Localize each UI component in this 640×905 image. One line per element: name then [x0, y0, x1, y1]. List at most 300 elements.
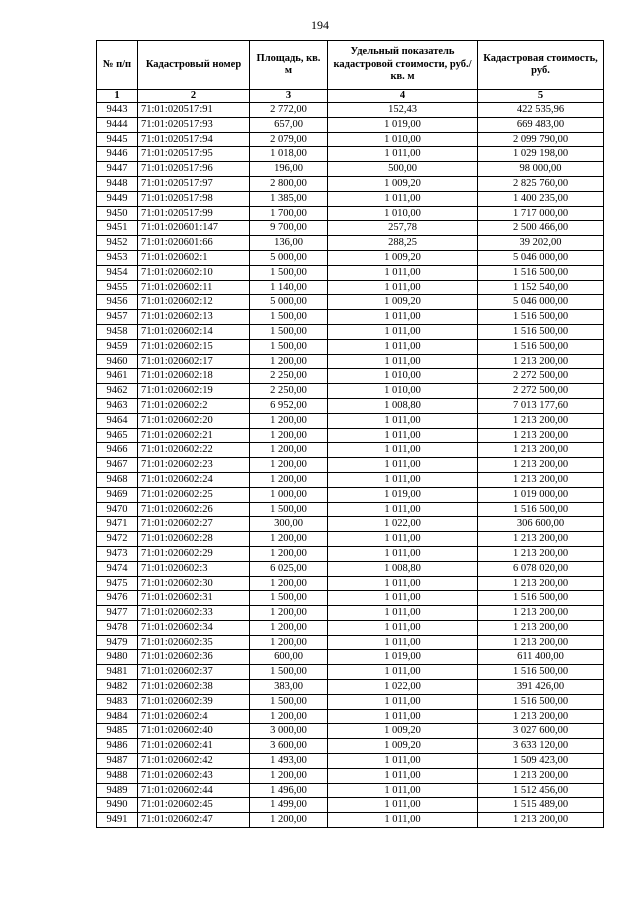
unit-value: 1 010,00 — [328, 132, 478, 147]
area: 1 500,00 — [250, 265, 328, 280]
cadastral-number: 71:01:020602:35 — [138, 635, 250, 650]
cadastral-value: 2 272 500,00 — [478, 384, 604, 399]
cadastral-value: 1 516 500,00 — [478, 310, 604, 325]
column-number: 4 — [328, 90, 478, 103]
table-header-row — [97, 41, 604, 90]
cadastral-value: 1 029 198,00 — [478, 147, 604, 162]
header-cadastral-number: Кадастровый номер — [138, 41, 250, 90]
cadastral-number: 71:01:020602:36 — [138, 650, 250, 665]
row-index: 9476 — [97, 591, 138, 606]
cadastral-value: 2 825 760,00 — [478, 176, 604, 191]
cadastral-value: 1 516 500,00 — [478, 339, 604, 354]
area: 3 600,00 — [250, 739, 328, 754]
cadastral-value: 1 213 200,00 — [478, 472, 604, 487]
cadastral-value: 1 213 200,00 — [478, 413, 604, 428]
cadastral-value: 1 516 500,00 — [478, 502, 604, 517]
row-index: 9474 — [97, 561, 138, 576]
cadastral-value: 3 027 600,00 — [478, 724, 604, 739]
cadastral-number: 71:01:020602:3 — [138, 561, 250, 576]
cadastral-number: 71:01:020517:98 — [138, 191, 250, 206]
area: 600,00 — [250, 650, 328, 665]
table-row — [97, 206, 604, 221]
cadastral-number: 71:01:020601:66 — [138, 236, 250, 251]
unit-value: 1 011,00 — [328, 754, 478, 769]
table-row — [97, 517, 604, 532]
area: 5 000,00 — [250, 295, 328, 310]
area: 1 200,00 — [250, 532, 328, 547]
area: 2 079,00 — [250, 132, 328, 147]
area: 9 700,00 — [250, 221, 328, 236]
unit-value: 1 011,00 — [328, 280, 478, 295]
table-row — [97, 354, 604, 369]
cadastral-number: 71:01:020602:44 — [138, 783, 250, 798]
row-index: 9457 — [97, 310, 138, 325]
unit-value: 1 010,00 — [328, 369, 478, 384]
table-row — [97, 576, 604, 591]
unit-value: 1 011,00 — [328, 458, 478, 473]
cadastral-number: 71:01:020602:34 — [138, 620, 250, 635]
cadastral-number: 71:01:020602:33 — [138, 606, 250, 621]
unit-value: 1 011,00 — [328, 591, 478, 606]
cadastral-value: 1 213 200,00 — [478, 428, 604, 443]
cadastral-number: 71:01:020602:29 — [138, 546, 250, 561]
table-row — [97, 532, 604, 547]
table-row — [97, 310, 604, 325]
unit-value: 1 009,20 — [328, 739, 478, 754]
row-index: 9456 — [97, 295, 138, 310]
cadastral-number: 71:01:020602:41 — [138, 739, 250, 754]
row-index: 9467 — [97, 458, 138, 473]
cadastral-number: 71:01:020602:30 — [138, 576, 250, 591]
table-row — [97, 295, 604, 310]
table-row — [97, 754, 604, 769]
unit-value: 1 019,00 — [328, 117, 478, 132]
area: 1 499,00 — [250, 798, 328, 813]
row-index: 9480 — [97, 650, 138, 665]
row-index: 9453 — [97, 250, 138, 265]
row-index: 9465 — [97, 428, 138, 443]
cadastral-number: 71:01:020517:94 — [138, 132, 250, 147]
unit-value: 1 011,00 — [328, 606, 478, 621]
cadastral-value: 2 500 466,00 — [478, 221, 604, 236]
unit-value: 1 011,00 — [328, 694, 478, 709]
area: 1 200,00 — [250, 413, 328, 428]
table-row — [97, 162, 604, 177]
cadastral-number: 71:01:020601:147 — [138, 221, 250, 236]
row-index: 9489 — [97, 783, 138, 798]
table-row — [97, 783, 604, 798]
cadastral-value: 98 000,00 — [478, 162, 604, 177]
table-row — [97, 398, 604, 413]
unit-value: 1 011,00 — [328, 354, 478, 369]
cadastral-number: 71:01:020517:99 — [138, 206, 250, 221]
unit-value: 1 011,00 — [328, 413, 478, 428]
unit-value: 1 009,20 — [328, 295, 478, 310]
row-index: 9452 — [97, 236, 138, 251]
cadastral-number: 71:01:020602:21 — [138, 428, 250, 443]
table-row — [97, 236, 604, 251]
cadastral-number: 71:01:020602:25 — [138, 487, 250, 502]
unit-value: 1 011,00 — [328, 324, 478, 339]
unit-value: 1 019,00 — [328, 487, 478, 502]
table-row — [97, 635, 604, 650]
table-row — [97, 339, 604, 354]
unit-value: 1 011,00 — [328, 635, 478, 650]
table-row — [97, 265, 604, 280]
table-row — [97, 221, 604, 236]
area: 1 200,00 — [250, 620, 328, 635]
cadastral-number: 71:01:020517:95 — [138, 147, 250, 162]
area: 1 500,00 — [250, 310, 328, 325]
row-index: 9483 — [97, 694, 138, 709]
cadastral-value: 1 400 235,00 — [478, 191, 604, 206]
unit-value: 1 008,80 — [328, 398, 478, 413]
cadastral-value: 1 213 200,00 — [478, 709, 604, 724]
row-index: 9464 — [97, 413, 138, 428]
area: 1 500,00 — [250, 339, 328, 354]
row-index: 9488 — [97, 768, 138, 783]
area: 1 200,00 — [250, 458, 328, 473]
table-row — [97, 546, 604, 561]
row-index: 9473 — [97, 546, 138, 561]
cadastral-number: 71:01:020602:19 — [138, 384, 250, 399]
cadastral-number: 71:01:020602:17 — [138, 354, 250, 369]
cadastral-number: 71:01:020602:11 — [138, 280, 250, 295]
table-row — [97, 103, 604, 118]
table-row — [97, 369, 604, 384]
table-row — [97, 813, 604, 828]
area: 1 500,00 — [250, 591, 328, 606]
cadastral-value: 1 516 500,00 — [478, 665, 604, 680]
column-number: 5 — [478, 90, 604, 103]
cadastral-value: 5 046 000,00 — [478, 295, 604, 310]
cadastral-value: 1 213 200,00 — [478, 606, 604, 621]
table-body — [97, 103, 604, 828]
table-row — [97, 117, 604, 132]
unit-value: 152,43 — [328, 103, 478, 118]
row-index: 9487 — [97, 754, 138, 769]
row-index: 9481 — [97, 665, 138, 680]
area: 1 200,00 — [250, 472, 328, 487]
cadastral-number: 71:01:020602:39 — [138, 694, 250, 709]
cadastral-value: 1 019 000,00 — [478, 487, 604, 502]
row-index: 9461 — [97, 369, 138, 384]
row-index: 9445 — [97, 132, 138, 147]
area: 1 200,00 — [250, 354, 328, 369]
row-index: 9472 — [97, 532, 138, 547]
area: 1 200,00 — [250, 428, 328, 443]
unit-value: 1 011,00 — [328, 502, 478, 517]
table-row — [97, 798, 604, 813]
cadastral-value: 1 213 200,00 — [478, 768, 604, 783]
table-row — [97, 680, 604, 695]
area: 1 500,00 — [250, 665, 328, 680]
unit-value: 1 011,00 — [328, 472, 478, 487]
cadastral-value: 1 213 200,00 — [478, 576, 604, 591]
cadastral-number: 71:01:020602:47 — [138, 813, 250, 828]
table-row — [97, 384, 604, 399]
area: 5 000,00 — [250, 250, 328, 265]
row-index: 9471 — [97, 517, 138, 532]
cadastral-number: 71:01:020517:97 — [138, 176, 250, 191]
area: 1 200,00 — [250, 635, 328, 650]
table-row — [97, 176, 604, 191]
row-index: 9466 — [97, 443, 138, 458]
row-index: 9482 — [97, 680, 138, 695]
cadastral-number: 71:01:020602:4 — [138, 709, 250, 724]
cadastral-number: 71:01:020602:45 — [138, 798, 250, 813]
area: 2 250,00 — [250, 369, 328, 384]
cadastral-number: 71:01:020602:40 — [138, 724, 250, 739]
row-index: 9485 — [97, 724, 138, 739]
cadastral-number: 71:01:020602:27 — [138, 517, 250, 532]
column-number-row — [97, 90, 604, 103]
table-row — [97, 132, 604, 147]
area: 1 018,00 — [250, 147, 328, 162]
cadastral-value: 669 483,00 — [478, 117, 604, 132]
row-index: 9475 — [97, 576, 138, 591]
row-index: 9490 — [97, 798, 138, 813]
table-row — [97, 768, 604, 783]
table-row — [97, 694, 604, 709]
area: 1 500,00 — [250, 694, 328, 709]
area: 1 200,00 — [250, 709, 328, 724]
cadastral-number: 71:01:020602:22 — [138, 443, 250, 458]
unit-value: 1 011,00 — [328, 768, 478, 783]
area: 1 385,00 — [250, 191, 328, 206]
unit-value: 1 011,00 — [328, 620, 478, 635]
header-unit-value: Удельный показатель кадастровой стоимости, руб./кв. м — [328, 41, 478, 90]
unit-value: 1 010,00 — [328, 206, 478, 221]
table-row — [97, 739, 604, 754]
cadastre-table — [96, 40, 604, 828]
row-index: 9460 — [97, 354, 138, 369]
cadastral-value: 306 600,00 — [478, 517, 604, 532]
cadastral-number: 71:01:020602:1 — [138, 250, 250, 265]
row-index: 9459 — [97, 339, 138, 354]
cadastral-value: 2 099 790,00 — [478, 132, 604, 147]
table-row — [97, 413, 604, 428]
row-index: 9447 — [97, 162, 138, 177]
row-index: 9446 — [97, 147, 138, 162]
cadastral-value: 1 213 200,00 — [478, 458, 604, 473]
cadastral-number: 71:01:020517:91 — [138, 103, 250, 118]
area: 2 250,00 — [250, 384, 328, 399]
unit-value: 1 011,00 — [328, 813, 478, 828]
row-index: 9469 — [97, 487, 138, 502]
area: 2 800,00 — [250, 176, 328, 191]
table-row — [97, 191, 604, 206]
unit-value: 1 011,00 — [328, 428, 478, 443]
row-index: 9454 — [97, 265, 138, 280]
cadastral-number: 71:01:020602:37 — [138, 665, 250, 680]
cadastral-value: 1 213 200,00 — [478, 443, 604, 458]
table-row — [97, 606, 604, 621]
cadastral-value: 39 202,00 — [478, 236, 604, 251]
unit-value: 257,78 — [328, 221, 478, 236]
area: 1 493,00 — [250, 754, 328, 769]
cadastral-number: 71:01:020602:42 — [138, 754, 250, 769]
cadastral-number: 71:01:020602:10 — [138, 265, 250, 280]
unit-value: 1 011,00 — [328, 147, 478, 162]
unit-value: 1 011,00 — [328, 576, 478, 591]
cadastral-value: 2 272 500,00 — [478, 369, 604, 384]
unit-value: 288,25 — [328, 236, 478, 251]
row-index: 9477 — [97, 606, 138, 621]
cadastral-number: 71:01:020602:15 — [138, 339, 250, 354]
cadastral-number: 71:01:020602:28 — [138, 532, 250, 547]
cadastral-value: 1 516 500,00 — [478, 694, 604, 709]
row-index: 9443 — [97, 103, 138, 118]
header-area: Площадь, кв. м — [250, 41, 328, 90]
unit-value: 1 011,00 — [328, 265, 478, 280]
table-row — [97, 443, 604, 458]
unit-value: 1 011,00 — [328, 783, 478, 798]
cadastral-number: 71:01:020602:13 — [138, 310, 250, 325]
cadastral-value: 1 509 423,00 — [478, 754, 604, 769]
area: 1 200,00 — [250, 768, 328, 783]
row-index: 9468 — [97, 472, 138, 487]
unit-value: 1 022,00 — [328, 517, 478, 532]
row-index: 9484 — [97, 709, 138, 724]
area: 1 000,00 — [250, 487, 328, 502]
area: 383,00 — [250, 680, 328, 695]
area: 3 000,00 — [250, 724, 328, 739]
row-index: 9444 — [97, 117, 138, 132]
column-number: 2 — [138, 90, 250, 103]
area: 1 200,00 — [250, 576, 328, 591]
cadastral-number: 71:01:020517:96 — [138, 162, 250, 177]
column-number: 3 — [250, 90, 328, 103]
area: 2 772,00 — [250, 103, 328, 118]
cadastral-number: 71:01:020602:43 — [138, 768, 250, 783]
row-index: 9455 — [97, 280, 138, 295]
unit-value: 1 011,00 — [328, 709, 478, 724]
unit-value: 1 009,20 — [328, 724, 478, 739]
table-row — [97, 502, 604, 517]
table-row — [97, 724, 604, 739]
area: 1 200,00 — [250, 813, 328, 828]
row-index: 9470 — [97, 502, 138, 517]
unit-value: 500,00 — [328, 162, 478, 177]
area: 6 025,00 — [250, 561, 328, 576]
area: 657,00 — [250, 117, 328, 132]
cadastral-number: 71:01:020602:24 — [138, 472, 250, 487]
cadastral-value: 1 152 540,00 — [478, 280, 604, 295]
cadastral-value: 1 213 200,00 — [478, 813, 604, 828]
cadastral-number: 71:01:020602:18 — [138, 369, 250, 384]
page-number: 194 — [311, 18, 329, 32]
cadastral-number: 71:01:020602:23 — [138, 458, 250, 473]
row-index: 9449 — [97, 191, 138, 206]
cadastral-value: 422 535,96 — [478, 103, 604, 118]
area: 1 496,00 — [250, 783, 328, 798]
table-row — [97, 665, 604, 680]
cadastral-value: 1 213 200,00 — [478, 354, 604, 369]
table-row — [97, 561, 604, 576]
area: 1 500,00 — [250, 502, 328, 517]
cadastral-number: 71:01:020602:20 — [138, 413, 250, 428]
area: 1 200,00 — [250, 606, 328, 621]
table-row — [97, 591, 604, 606]
unit-value: 1 011,00 — [328, 191, 478, 206]
row-index: 9458 — [97, 324, 138, 339]
cadastral-value: 391 426,00 — [478, 680, 604, 695]
cadastral-value: 1 717 000,00 — [478, 206, 604, 221]
area: 196,00 — [250, 162, 328, 177]
table-row — [97, 280, 604, 295]
table-row — [97, 324, 604, 339]
cadastral-number: 71:01:020602:38 — [138, 680, 250, 695]
row-index: 9479 — [97, 635, 138, 650]
header-cadastral-value: Кадастровая стоимость, руб. — [478, 41, 604, 90]
header-index: № п/п — [97, 41, 138, 90]
unit-value: 1 011,00 — [328, 443, 478, 458]
cadastral-value: 1 213 200,00 — [478, 546, 604, 561]
row-index: 9486 — [97, 739, 138, 754]
cadastral-number: 71:01:020602:26 — [138, 502, 250, 517]
row-index: 9491 — [97, 813, 138, 828]
unit-value: 1 011,00 — [328, 339, 478, 354]
row-index: 9462 — [97, 384, 138, 399]
table-row — [97, 650, 604, 665]
unit-value: 1 022,00 — [328, 680, 478, 695]
table-row — [97, 428, 604, 443]
unit-value: 1 009,20 — [328, 176, 478, 191]
cadastral-value: 1 516 500,00 — [478, 265, 604, 280]
area: 6 952,00 — [250, 398, 328, 413]
unit-value: 1 019,00 — [328, 650, 478, 665]
table-row — [97, 472, 604, 487]
cadastral-value: 7 013 177,60 — [478, 398, 604, 413]
area: 1 500,00 — [250, 324, 328, 339]
row-index: 9450 — [97, 206, 138, 221]
cadastral-value: 1 213 200,00 — [478, 620, 604, 635]
area: 300,00 — [250, 517, 328, 532]
area: 136,00 — [250, 236, 328, 251]
unit-value: 1 011,00 — [328, 798, 478, 813]
area: 1 200,00 — [250, 546, 328, 561]
cadastral-value: 611 400,00 — [478, 650, 604, 665]
cadastral-value: 1 516 500,00 — [478, 324, 604, 339]
table-row — [97, 147, 604, 162]
cadastral-value: 1 213 200,00 — [478, 532, 604, 547]
cadastral-value: 5 046 000,00 — [478, 250, 604, 265]
cadastral-value: 1 516 500,00 — [478, 591, 604, 606]
unit-value: 1 011,00 — [328, 546, 478, 561]
cadastral-value: 1 512 456,00 — [478, 783, 604, 798]
table-row — [97, 458, 604, 473]
table-row — [97, 250, 604, 265]
cadastral-number: 71:01:020602:31 — [138, 591, 250, 606]
cadastral-number: 71:01:020602:14 — [138, 324, 250, 339]
cadastral-value: 1 515 489,00 — [478, 798, 604, 813]
table-row — [97, 709, 604, 724]
table-row — [97, 487, 604, 502]
row-index: 9478 — [97, 620, 138, 635]
row-index: 9451 — [97, 221, 138, 236]
column-number: 1 — [97, 90, 138, 103]
cadastral-number: 71:01:020602:12 — [138, 295, 250, 310]
cadastral-value: 3 633 120,00 — [478, 739, 604, 754]
row-index: 9448 — [97, 176, 138, 191]
cadastral-value: 6 078 020,00 — [478, 561, 604, 576]
unit-value: 1 009,20 — [328, 250, 478, 265]
cadastral-number: 71:01:020602:2 — [138, 398, 250, 413]
area: 1 140,00 — [250, 280, 328, 295]
area: 1 200,00 — [250, 443, 328, 458]
unit-value: 1 011,00 — [328, 310, 478, 325]
